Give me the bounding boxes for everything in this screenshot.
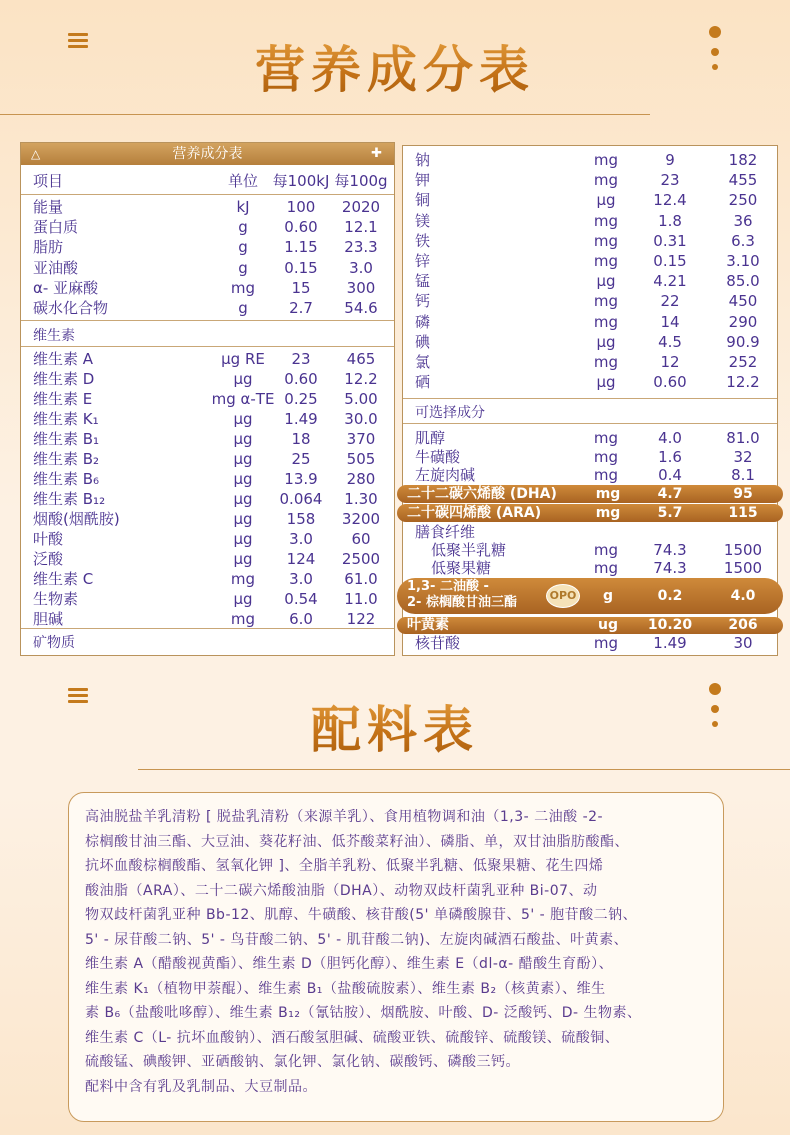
row-per-kj: 9 [665,151,675,169]
divider [403,423,777,424]
table-header-bar [21,143,394,165]
row-unit: mg [593,353,619,371]
col-per-g: 每100g [334,172,388,190]
table-row [403,190,777,210]
table-row [403,271,777,291]
row-per-kj: 23 [660,171,680,190]
row-unit: mg [593,541,619,559]
opo-badge: OPO [546,584,580,608]
ara-per-kj: 5.7 [657,505,683,521]
row-per-g: 1500 [723,541,763,559]
row-per-kj: 6.0 [289,610,313,628]
table-row [21,429,394,449]
row-name: 生物素 [33,590,79,608]
ingredients-line: 维生素 K₁（植物甲萘醌）、维生素 B₁（盐酸硫胺素）、维生素 B₂（核黄素）、维生 [85,980,606,997]
row-name: 维生素 B₂ [33,450,100,468]
fiber-label-row [403,522,777,542]
row-per-g: 300 [346,278,376,297]
table-row [21,489,394,509]
row-per-g: 250 [728,191,758,210]
title-divider [138,769,790,770]
nucleotide-row [403,633,777,653]
row-per-kj: 0.31 [653,231,687,250]
row-per-g: 252 [728,353,758,371]
table-row [403,231,777,251]
lutein-per-kj: 10.20 [647,617,693,633]
row-name: 维生素 D [33,370,95,388]
row-per-kj: 23 [291,350,311,368]
row-name: 锰 [415,272,431,291]
row-name: 钙 [415,292,431,311]
row-unit: mg [593,211,619,230]
row-per-g: 12.2 [726,373,760,392]
row-unit: mg [593,466,619,484]
row-per-g: 54.6 [344,299,378,317]
opo-unit: g [602,588,614,604]
ara-row [397,504,783,522]
dha-per-kj: 4.7 [657,486,683,502]
row-per-g: 90.9 [726,332,760,351]
row-per-kj: 18 [291,430,311,448]
dha-name: 二十二碳六烯酸 (DHA) [407,486,557,502]
row-unit: mg [593,252,619,270]
opo-per-g: 4.0 [730,588,756,604]
triangle-icon: △ [31,147,41,161]
row-per-kj: 0.15 [284,258,318,277]
row-per-kj: 13.9 [284,470,318,488]
row-per-g: 505 [346,450,376,468]
title-divider [0,114,650,115]
ingredients-line: 维生素 A（醋酸视黄酯）、维生素 D（胆钙化醇）、维生素 E（dl-α- 醋酸生育酚）、 [85,956,614,972]
ingredients-line: 抗坏血酸棕榈酸酯、氢氧化钾 ]、全脂羊乳粉、低聚半乳糖、低聚果糖、花生四烯 [85,858,604,874]
table-row [403,312,777,332]
opo-name-line1: 1,3- 二油酸 - [407,579,489,594]
ingredients-box [68,792,724,1122]
row-per-kj: 0.60 [284,370,318,388]
nutrition-table-left [20,142,395,656]
ingredients-line: 5' - 尿苷酸二钠、5' - 鸟苷酸二钠、5' - 肌苷酸二钠)、左旋肉碱酒石酸盐、叶黄素、 [85,931,629,948]
opo-per-kj: 0.2 [657,588,683,604]
lutein-unit: ug [598,617,618,633]
row-per-kj: 100 [286,198,316,216]
row-unit: mg [230,570,256,588]
row-name: 维生素 C [33,570,94,588]
row-name: 维生素 B₁₂ [33,490,106,508]
fiber-label: 膳食纤维 [415,523,476,541]
table-row [21,469,394,489]
dha-unit: mg [595,486,621,502]
row-per-g: 1500 [723,559,763,577]
row-per-kj: 124 [286,550,316,568]
nucleotide-unit: mg [593,634,619,652]
row-name: 泛酸 [33,550,64,568]
nutrition-table-right [402,145,778,656]
row-unit: mg α-TE [211,390,275,408]
row-per-g: 122 [346,610,376,628]
row-per-kj: 12.4 [653,191,687,210]
table-row [21,237,394,257]
table-row [403,211,777,231]
row-per-kj: 4.0 [658,429,682,447]
row-per-g: 61.0 [344,570,378,588]
row-per-g: 450 [728,292,758,311]
ingredients-line: 配料中含有乳及乳制品、大豆制品。 [85,1078,317,1095]
row-name: 碳水化合物 [33,299,109,317]
row-name: 维生素 B₆ [33,470,100,488]
row-unit: μg [233,590,253,608]
row-name: 维生素 A [33,350,94,368]
row-per-kj: 14 [660,312,680,331]
row-unit: μg [596,373,616,392]
section-vitamins: 维生素 [33,328,75,344]
dha-per-g: 95 [733,486,753,502]
divider [21,194,394,195]
row-per-g: 30.0 [344,410,378,428]
row-per-kj: 25 [291,450,311,468]
row-per-kj: 158 [286,510,316,528]
table-row [403,558,777,578]
table-row [403,291,777,311]
row-unit: μg RE [221,350,265,368]
row-unit: g [238,238,248,257]
row-name: 维生素 K₁ [33,410,99,428]
row-unit: mg [593,312,619,331]
row-name: 牛磺酸 [415,447,461,466]
ingredients-text [85,805,705,1099]
row-per-kj: 0.60 [653,373,687,392]
row-name: 氯 [415,353,431,371]
table-row [21,409,394,429]
ara-name: 二十碳四烯酸 (ARA) [407,505,542,521]
row-per-g: 280 [346,470,376,488]
row-per-kj: 22 [660,292,680,311]
row-name: 肌醇 [415,429,446,447]
row-per-kj: 1.6 [658,447,682,466]
row-per-g: 23.3 [344,238,378,257]
table-row [21,369,394,389]
row-per-g: 36 [733,211,753,230]
table-row [21,529,394,549]
row-name: 脂肪 [33,238,64,257]
ingredients-line: 物双歧杆菌乳亚种 Bb-12、肌醇、牛磺酸、核苷酸(5' 单磷酸腺苷、5' - 胞苷酸二钠、 [85,907,638,923]
row-unit: mg [593,171,619,190]
section-minerals: 矿物质 [33,635,75,651]
ingredients-line: 棕榈酸甘油三酯、大豆油、葵花籽油、低芥酸菜籽油）、磷脂、单，双甘油脂肪酸酯、 [85,833,629,850]
divider [21,346,394,347]
table-row [403,465,777,485]
row-per-kj: 1.8 [658,211,682,230]
row-per-g: 32 [733,447,753,466]
row-per-kj: 4.5 [658,332,682,351]
row-name: 亚油酸 [33,258,79,277]
table-row [21,389,394,409]
table-row [403,372,777,392]
row-unit: mg [230,610,256,628]
ingredients-line: 酸油脂（ARA）、二十二碳六烯酸油脂（DHA）、动物双歧杆菌乳亚种 Bi-07、动 [85,882,598,899]
row-per-kj: 1.15 [284,238,318,257]
plus-icon: ✚ [371,146,382,161]
row-per-g: 3.0 [349,258,373,277]
column-header-row [21,171,394,191]
row-per-kj: 4.21 [653,272,687,291]
row-name: 低聚半乳糖 [431,541,507,559]
row-unit: μg [233,430,253,448]
row-name: 钠 [415,151,431,169]
row-name: 维生素 B₁ [33,430,100,448]
table-row [403,332,777,352]
row-name: 维生素 E [33,390,93,408]
row-per-kj: 3.0 [289,530,313,548]
table-row [21,589,394,609]
row-unit: μg [233,470,253,488]
table-row [21,258,394,278]
row-unit: mg [230,278,256,297]
row-per-g: 5.00 [344,390,378,408]
table-row [21,197,394,217]
row-unit: mg [593,151,619,169]
table-row [403,150,777,170]
ingredients-line: 素 B₆（盐酸吡哆醇）、维生素 B₁₂（氰钴胺）、烟酰胺、叶酸、D- 泛酸钙、D- 生物素、 [85,1005,642,1021]
table-row [403,428,777,448]
table-row [21,278,394,298]
row-per-kj: 0.15 [653,252,687,270]
row-unit: mg [593,429,619,447]
col-per-kj: 每100kJ [272,172,330,190]
row-name: 铁 [415,231,431,250]
opo-name-line2: 2- 棕榈酸甘油三酯 [407,595,517,610]
table-row [21,549,394,569]
row-per-kj: 74.3 [653,559,687,577]
divider [21,628,394,629]
divider [21,320,394,321]
row-name: 能量 [33,198,64,216]
opo-row [397,578,783,614]
nucleotide-per-kj: 1.49 [653,634,687,652]
row-unit: μg [233,370,253,388]
table-row [21,509,394,529]
col-item: 项目 [33,172,64,190]
row-name: 磷 [415,312,431,331]
row-name: 镁 [415,211,431,230]
row-unit: μg [596,272,616,291]
row-per-g: 455 [728,171,758,190]
row-unit: kJ [236,198,250,216]
row-name: 钾 [415,171,431,190]
row-unit: μg [233,450,253,468]
row-unit: mg [593,231,619,250]
ingredients-line: 硫酸锰、碘酸钾、亚硒酸钠、氯化钾、氯化钠、碳酸钙、磷酸三钙。 [85,1054,520,1070]
row-name: 蛋白质 [33,218,79,237]
table-row [21,217,394,237]
row-name: 烟酸(烟酰胺) [33,510,120,528]
table-row [21,609,394,629]
table-row [21,449,394,469]
row-per-g: 2500 [341,550,381,568]
row-per-kj: 1.49 [284,410,318,428]
row-name: 左旋肉碱 [415,466,476,484]
row-unit: μg [233,410,253,428]
lutein-row [397,617,783,634]
row-per-g: 3200 [341,510,381,528]
row-per-kj: 0.25 [284,390,318,408]
lutein-name: 叶黄素 [407,617,449,633]
row-unit: μg [233,530,253,548]
row-per-kj: 15 [291,278,311,297]
row-name: 低聚果糖 [431,559,492,577]
row-per-g: 2020 [341,198,381,216]
table-row [403,251,777,271]
row-per-g: 1.30 [344,490,378,508]
ingredients-line: 高油脱盐羊乳清粉 [ 脱盐乳清粉（来源羊乳）、食用植物调和油（1,3- 二油酸 -2- [85,809,604,825]
table-row [403,447,777,467]
row-per-g: 3.10 [726,252,760,270]
ara-per-g: 115 [728,505,758,521]
table-header-title: 营养成分表 [172,146,243,162]
row-unit: mg [593,447,619,466]
row-unit: μg [233,490,253,508]
nutrition-title: 营养成分表 [0,30,790,102]
section-optional: 可选择成分 [415,405,485,421]
row-per-kj: 0.54 [284,590,318,608]
row-name: 碘 [415,332,431,351]
row-name: 铜 [415,191,431,210]
ingredients-line: 维生素 C（L- 抗坏血酸钠）、酒石酸氢胆碱、硫酸亚铁、硫酸锌、硫酸镁、硫酸铜、 [85,1029,620,1046]
row-per-g: 85.0 [726,272,760,291]
row-per-g: 465 [346,350,376,368]
row-unit: g [238,299,248,317]
dha-row [397,485,783,503]
table-row [21,569,394,589]
row-unit: μg [233,510,253,528]
row-per-g: 8.1 [731,466,755,484]
ara-unit: mg [595,505,621,521]
nucleotide-per-g: 30 [733,634,753,652]
row-unit: g [238,258,248,277]
table-row [403,540,777,560]
lutein-per-g: 206 [728,617,758,633]
row-name: α- 亚麻酸 [33,278,99,297]
divider [403,398,777,399]
row-per-kj: 0.4 [658,466,682,484]
row-name: 胆碱 [33,610,64,628]
row-per-g: 182 [728,151,758,169]
ingredients-title: 配料表 [0,690,790,762]
row-per-g: 12.1 [344,218,378,237]
row-name: 锌 [415,252,431,270]
row-unit: mg [593,292,619,311]
row-name: 硒 [415,373,431,392]
table-row [403,352,777,372]
col-unit: 单位 [227,172,258,190]
row-unit: mg [593,559,619,577]
row-per-g: 370 [346,430,376,448]
row-per-g: 11.0 [344,590,378,608]
nucleotide-name: 核苷酸 [415,634,461,652]
row-per-g: 60 [351,530,371,548]
table-row [403,170,777,190]
row-name: 叶酸 [33,530,64,548]
row-per-kj: 0.60 [284,218,318,237]
row-per-g: 6.3 [731,231,755,250]
row-unit: μg [596,332,616,351]
row-per-kj: 74.3 [653,541,687,559]
row-per-kj: 3.0 [289,570,313,588]
row-per-g: 290 [728,312,758,331]
table-row [21,349,394,369]
row-per-g: 12.2 [344,370,378,388]
row-unit: g [238,218,248,237]
row-per-kj: 2.7 [289,299,313,317]
row-unit: μg [233,550,253,568]
row-per-kj: 0.064 [279,490,323,508]
table-row [21,298,394,318]
row-per-kj: 12 [660,353,680,371]
row-unit: μg [596,191,616,210]
row-per-g: 81.0 [726,429,760,447]
